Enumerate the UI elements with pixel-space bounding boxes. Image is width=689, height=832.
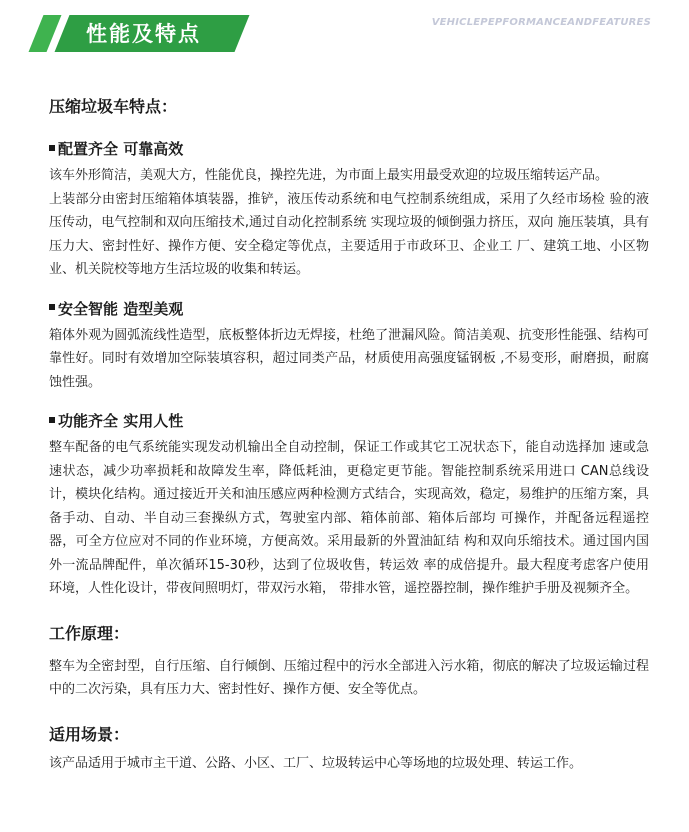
square-bullet-icon xyxy=(49,304,55,310)
square-bullet-icon xyxy=(49,417,55,423)
main-title: 压缩垃圾车特点： xyxy=(49,97,178,116)
section-paragraph: 整车配备的电气系统能实现发动机输出全自动控制，保证工作或其它工况状态下，能自动选择加 速或急速状态，减少功率损耗和故障发生率，降低耗油，更稳定更节能。智能控制系统采用进口 CAN总线设计，模块化结构。通过接近开关和油压感应两种检测方式结合，实现高效，稳定，易维护的压缩方案，具备手动、自动、半自动三套操纵方式，驾驶室内部、箱体前部、箱体后部均 可操作，并配备远程遥控器，可全方位应对不同的作业环境，方便高效。采用最新的外置油缸结 构和双向乐缩技术。通过国内国外一流品牌配件，单次循环15-30秒，达到了位圾收售，转运效 率的成倍提升。最大程度考虑客户使用环境，人性化设计，带夜间照明灯，带双污水箱， 带排水管，遥控器控制，操作维护手册及视频齐全。 xyxy=(49,440,649,596)
work-principle-text: 整车为全密封型，自行压缩、自行倾倒、压缩过程中的污水全部进入污水箱，彻底的解决了垃圾运输过程中的二次污染，具有压力大、密封性好、操作方便、安全等优点。 xyxy=(49,658,649,697)
section-title-text: 功能齐全 实用人性 xyxy=(58,412,184,430)
section-title-safety xyxy=(49,294,649,324)
scenarios-text: 该产品适用于城市主干道、公路、小区、工厂、垃圾转运中心等场地的垃圾处理、转运工作。 xyxy=(49,755,583,771)
section-title-text: 配置齐全 可靠高效 xyxy=(58,140,184,158)
section-paragraph: 上装部分由密封压缩箱体填装器，推铲，液压传动系统和电气控制系统组成，采用了久经市场检 验的液压传动，电气控制和双向压缩技术,通过自动化控制系统 实现垃圾的倾倒强力挤压，双向 施压装填，具有压力大、密封性好、操作方便、安全稳定等优点，主要适用于市政环卫、企业工 厂、建筑工地、小区物业、机关院校等地方生活垃圾的收集和转运。 xyxy=(49,191,649,277)
header-title: 性能及特点 xyxy=(86,22,201,46)
square-bullet-icon xyxy=(49,145,55,151)
document-body xyxy=(49,90,649,775)
section-paragraph: 该车外形简洁，美观大方，性能优良，操控先进，为市面上最实用最受欢迎的垃圾压缩转运产品。 xyxy=(49,168,609,183)
section-header xyxy=(0,0,689,60)
header-subtitle: VEHICLEPEPFORMANCEANDFEATURES xyxy=(431,17,651,28)
scenarios-title: 适用场景： xyxy=(49,724,130,744)
section-title-function xyxy=(49,406,649,436)
section-title-config xyxy=(49,134,649,164)
section-paragraph: 箱体外观为圆弧流线性造型，底板整体折边无焊接，杜绝了泄漏风险。简洁美观、抗变形性能强、结构可靠性好。同时有效增加空际装填容积，超过同类产品，材质使用高强度锰钢板 ,不易变形，耐磨损，耐腐蚀性强。 xyxy=(49,327,649,390)
section-title-text: 安全智能 造型美观 xyxy=(58,299,184,318)
work-principle-title: 工作原理： xyxy=(49,623,130,643)
